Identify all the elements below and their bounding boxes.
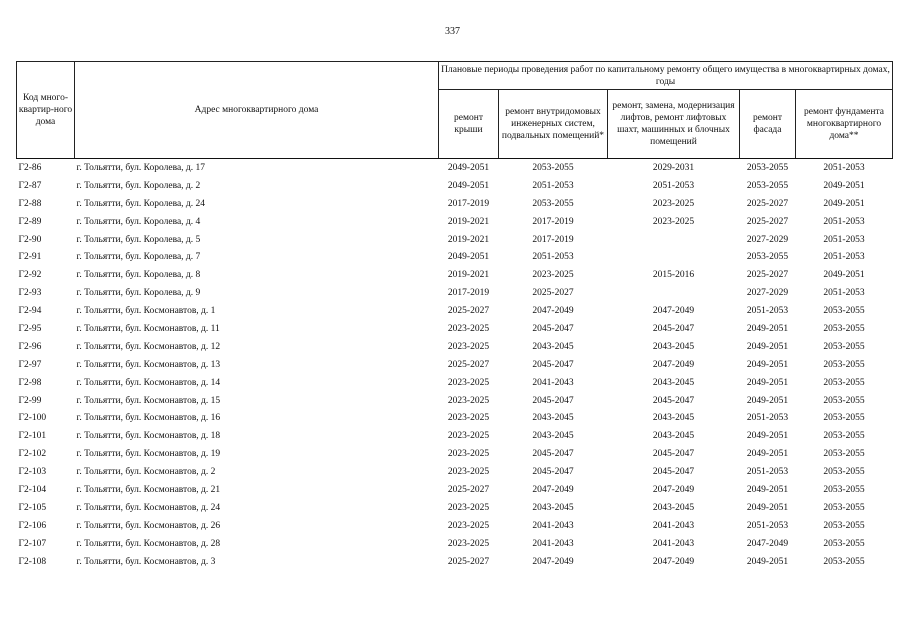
row-roof: 2023-2025 [447, 431, 490, 442]
row-facade: 2049-2051 [746, 395, 789, 406]
row-systems: 2045-2047 [532, 323, 574, 334]
row-roof: 2017-2019 [447, 198, 490, 209]
row-foundation: 2053-2055 [823, 502, 865, 513]
row-facade: 2025-2027 [746, 198, 789, 209]
row-code: Г2-87 [18, 180, 42, 191]
row-code: Г2-107 [18, 538, 47, 549]
row-address: г. Тольятти, бул. Королева, д. 17 [76, 162, 206, 173]
row-roof: 2049-2051 [447, 162, 490, 173]
row-address: г. Тольятти, бул. Королева, д. 8 [76, 270, 201, 281]
table-row [17, 302, 893, 320]
row-systems: 2047-2049 [532, 484, 574, 495]
table-row [17, 231, 893, 249]
row-foundation: 2051-2053 [823, 234, 865, 245]
row-roof: 2025-2027 [447, 556, 490, 567]
row-roof: 2023-2025 [447, 341, 490, 352]
header-roof: ремонт крыши [439, 90, 499, 159]
row-code: Г2-95 [18, 323, 42, 334]
row-roof: 2023-2025 [447, 538, 490, 549]
row-foundation: 2053-2055 [823, 306, 865, 317]
row-address: г. Тольятти, бул. Космонавтов, д. 1 [76, 306, 216, 317]
row-facade: 2053-2055 [746, 162, 789, 173]
row-facade: 2053-2055 [746, 252, 789, 263]
row-address: г. Тольятти, бул. Космонавтов, д. 26 [76, 520, 221, 531]
row-elevators: 2045-2047 [652, 449, 695, 460]
row-systems: 2041-2043 [532, 538, 574, 549]
row-roof: 2019-2021 [447, 270, 490, 281]
page-number: 337 [445, 26, 460, 37]
row-systems: 2025-2027 [532, 288, 574, 299]
row-systems: 2045-2047 [532, 467, 574, 478]
row-foundation: 2053-2055 [823, 413, 865, 424]
table-row [17, 374, 893, 392]
row-foundation: 2053-2055 [823, 395, 865, 406]
row-facade: 2049-2051 [746, 449, 789, 460]
row-facade: 2051-2053 [746, 306, 789, 317]
row-code: Г2-101 [18, 431, 47, 442]
row-facade: 2027-2029 [746, 234, 789, 245]
row-elevators: 2045-2047 [652, 395, 695, 406]
row-systems: 2043-2045 [532, 502, 574, 513]
row-foundation: 2053-2055 [823, 538, 865, 549]
row-foundation: 2049-2051 [823, 270, 865, 281]
row-address: г. Тольятти, бул. Космонавтов, д. 12 [76, 341, 221, 352]
row-foundation: 2053-2055 [823, 377, 865, 388]
row-systems: 2045-2047 [532, 359, 574, 370]
row-code: Г2-108 [18, 556, 47, 567]
row-elevators: 2023-2025 [652, 198, 695, 209]
table-row [17, 481, 893, 499]
row-code: Г2-88 [18, 198, 42, 209]
row-code: Г2-102 [18, 449, 47, 460]
row-roof: 2017-2019 [447, 288, 490, 299]
row-roof: 2023-2025 [447, 413, 490, 424]
table-row [17, 338, 893, 356]
row-facade: 2047-2049 [746, 538, 789, 549]
row-systems: 2023-2025 [532, 270, 574, 281]
row-address: г. Тольятти, бул. Космонавтов, д. 3 [76, 556, 216, 567]
row-systems: 2017-2019 [532, 216, 574, 227]
row-systems: 2017-2019 [532, 234, 574, 245]
row-code: Г2-103 [18, 467, 47, 478]
row-facade: 2049-2051 [746, 484, 789, 495]
row-facade: 2025-2027 [746, 216, 789, 227]
header-facade: ремонт фасада [740, 90, 796, 159]
row-facade: 2051-2053 [746, 520, 789, 531]
row-facade: 2049-2051 [746, 502, 789, 513]
row-foundation: 2053-2055 [823, 431, 865, 442]
row-address: г. Тольятти, бул. Космонавтов, д. 2 [76, 467, 216, 478]
table-row [17, 159, 893, 177]
row-code: Г2-106 [18, 520, 47, 531]
row-foundation: 2049-2051 [823, 198, 865, 209]
row-address: г. Тольятти, бул. Космонавтов, д. 15 [76, 395, 221, 406]
row-foundation: 2051-2053 [823, 252, 865, 263]
capital-repair-table [16, 61, 893, 570]
table-row [17, 213, 893, 231]
row-elevators: 2047-2049 [652, 556, 695, 567]
row-roof: 2025-2027 [447, 359, 490, 370]
row-systems: 2047-2049 [532, 306, 574, 317]
row-address: г. Тольятти, бул. Королева, д. 24 [76, 198, 206, 209]
row-facade: 2025-2027 [746, 270, 789, 281]
row-roof: 2019-2021 [447, 216, 490, 227]
row-facade: 2027-2029 [746, 288, 789, 299]
row-address: г. Тольятти, бул. Космонавтов, д. 18 [76, 431, 221, 442]
row-facade: 2049-2051 [746, 359, 789, 370]
row-facade: 2049-2051 [746, 556, 789, 567]
row-foundation: 2053-2055 [823, 359, 865, 370]
table-row [17, 266, 893, 284]
row-elevators: 2015-2016 [652, 270, 695, 281]
row-elevators: 2029-2031 [652, 162, 695, 173]
row-elevators [608, 284, 740, 302]
header-foundation: ремонт фундамента многоквартирного дома** [796, 90, 893, 159]
row-systems: 2053-2055 [532, 162, 574, 173]
row-systems: 2045-2047 [532, 395, 574, 406]
row-address: г. Тольятти, бул. Королева, д. 9 [76, 288, 201, 299]
row-address: г. Тольятти, бул. Космонавтов, д. 21 [76, 484, 221, 495]
row-roof: 2023-2025 [447, 520, 490, 531]
row-roof: 2025-2027 [447, 484, 490, 495]
row-address: г. Тольятти, бул. Королева, д. 7 [76, 252, 201, 263]
row-elevators: 2043-2045 [652, 431, 695, 442]
row-foundation: 2053-2055 [823, 556, 865, 567]
row-roof: 2023-2025 [447, 395, 490, 406]
row-foundation: 2049-2051 [823, 180, 865, 191]
row-elevators: 2045-2047 [652, 467, 695, 478]
row-elevators: 2047-2049 [652, 359, 695, 370]
row-code: Г2-104 [18, 484, 47, 495]
row-code: Г2-98 [18, 377, 42, 388]
row-systems: 2053-2055 [532, 198, 574, 209]
row-facade: 2051-2053 [746, 413, 789, 424]
table-row [17, 392, 893, 410]
row-code: Г2-93 [18, 288, 42, 299]
row-elevators: 2047-2049 [652, 306, 695, 317]
row-foundation: 2051-2053 [823, 288, 865, 299]
row-foundation: 2053-2055 [823, 520, 865, 531]
row-address: г. Тольятти, бул. Космонавтов, д. 13 [76, 359, 221, 370]
table-body [17, 159, 893, 571]
row-facade: 2049-2051 [746, 431, 789, 442]
row-foundation: 2053-2055 [823, 323, 865, 334]
row-elevators: 2051-2053 [652, 180, 695, 191]
table-row [17, 535, 893, 553]
table-row [17, 177, 893, 195]
row-elevators [608, 248, 740, 266]
row-code: Г2-94 [18, 306, 42, 317]
row-systems: 2045-2047 [532, 449, 574, 460]
table-row [17, 427, 893, 445]
table-row [17, 248, 893, 266]
row-roof: 2023-2025 [447, 323, 490, 334]
row-elevators: 2043-2045 [652, 377, 695, 388]
row-address: г. Тольятти, бул. Королева, д. 5 [76, 234, 201, 245]
row-address: г. Тольятти, бул. Королева, д. 2 [76, 180, 201, 191]
table-row [17, 499, 893, 517]
row-foundation: 2051-2053 [823, 162, 865, 173]
row-address: г. Тольятти, бул. Космонавтов, д. 19 [76, 449, 221, 460]
row-systems: 2051-2053 [532, 180, 574, 191]
table-row [17, 553, 893, 571]
row-facade: 2049-2051 [746, 323, 789, 334]
row-code: Г2-105 [18, 502, 47, 513]
row-facade: 2049-2051 [746, 341, 789, 352]
header-address: Адрес многоквартирного дома [75, 62, 439, 159]
row-address: г. Тольятти, бул. Космонавтов, д. 28 [76, 538, 221, 549]
row-code: Г2-99 [18, 395, 42, 406]
row-code: Г2-86 [18, 162, 42, 173]
row-foundation: 2053-2055 [823, 484, 865, 495]
row-elevators: 2041-2043 [652, 538, 695, 549]
row-address: г. Тольятти, бул. Королева, д. 4 [76, 216, 201, 227]
row-foundation: 2053-2055 [823, 467, 865, 478]
row-address: г. Тольятти, бул. Космонавтов, д. 14 [76, 377, 221, 388]
row-code: Г2-92 [18, 270, 42, 281]
row-address: г. Тольятти, бул. Космонавтов, д. 11 [76, 323, 220, 334]
row-elevators: 2045-2047 [652, 323, 695, 334]
header-systems: ремонт внутридомовых инженерных систем, подвальных помещений* [499, 90, 608, 159]
row-foundation: 2053-2055 [823, 341, 865, 352]
table-row [17, 195, 893, 213]
row-elevators: 2047-2049 [652, 484, 695, 495]
table-row [17, 445, 893, 463]
row-code: Г2-96 [18, 341, 42, 352]
row-foundation: 2051-2053 [823, 216, 865, 227]
row-roof: 2049-2051 [447, 180, 490, 191]
table-row [17, 356, 893, 374]
row-address: г. Тольятти, бул. Космонавтов, д. 24 [76, 502, 221, 513]
table-row [17, 320, 893, 338]
row-code: Г2-100 [18, 413, 47, 424]
row-elevators: 2041-2043 [652, 520, 695, 531]
table-row [17, 409, 893, 427]
row-roof: 2023-2025 [447, 377, 490, 388]
row-code: Г2-90 [18, 234, 42, 245]
row-elevators: 2043-2045 [652, 341, 695, 352]
row-elevators: 2023-2025 [652, 216, 695, 227]
header-elevators: ремонт, замена, модернизация лифтов, ремонт лифтовых шахт, машинных и блочных помещений [608, 90, 740, 159]
row-elevators: 2043-2045 [652, 413, 695, 424]
row-elevators: 2043-2045 [652, 502, 695, 513]
row-systems: 2043-2045 [532, 341, 574, 352]
row-roof: 2025-2027 [447, 306, 490, 317]
row-facade: 2051-2053 [746, 467, 789, 478]
row-code: Г2-91 [18, 252, 42, 263]
row-code: Г2-89 [18, 216, 42, 227]
row-elevators [608, 231, 740, 249]
header-code: Код много-квартир-ного дома [17, 62, 75, 159]
row-roof: 2023-2025 [447, 467, 490, 478]
table-row [17, 284, 893, 302]
row-systems: 2051-2053 [532, 252, 574, 263]
row-roof: 2023-2025 [447, 502, 490, 513]
row-address: г. Тольятти, бул. Космонавтов, д. 16 [76, 413, 221, 424]
row-systems: 2047-2049 [532, 556, 574, 567]
row-systems: 2043-2045 [532, 413, 574, 424]
row-systems: 2043-2045 [532, 431, 574, 442]
row-facade: 2053-2055 [746, 180, 789, 191]
header-periods-group: Плановые периоды проведения работ по капитальному ремонту общего имущества в многоквартирных домах, годы [439, 62, 893, 90]
row-code: Г2-97 [18, 359, 42, 370]
row-roof: 2049-2051 [447, 252, 490, 263]
row-systems: 2041-2043 [532, 377, 574, 388]
table-row [17, 463, 893, 481]
row-roof: 2019-2021 [447, 234, 490, 245]
row-facade: 2049-2051 [746, 377, 789, 388]
table-row [17, 517, 893, 535]
row-foundation: 2053-2055 [823, 449, 865, 460]
row-systems: 2041-2043 [532, 520, 574, 531]
row-roof: 2023-2025 [447, 449, 490, 460]
